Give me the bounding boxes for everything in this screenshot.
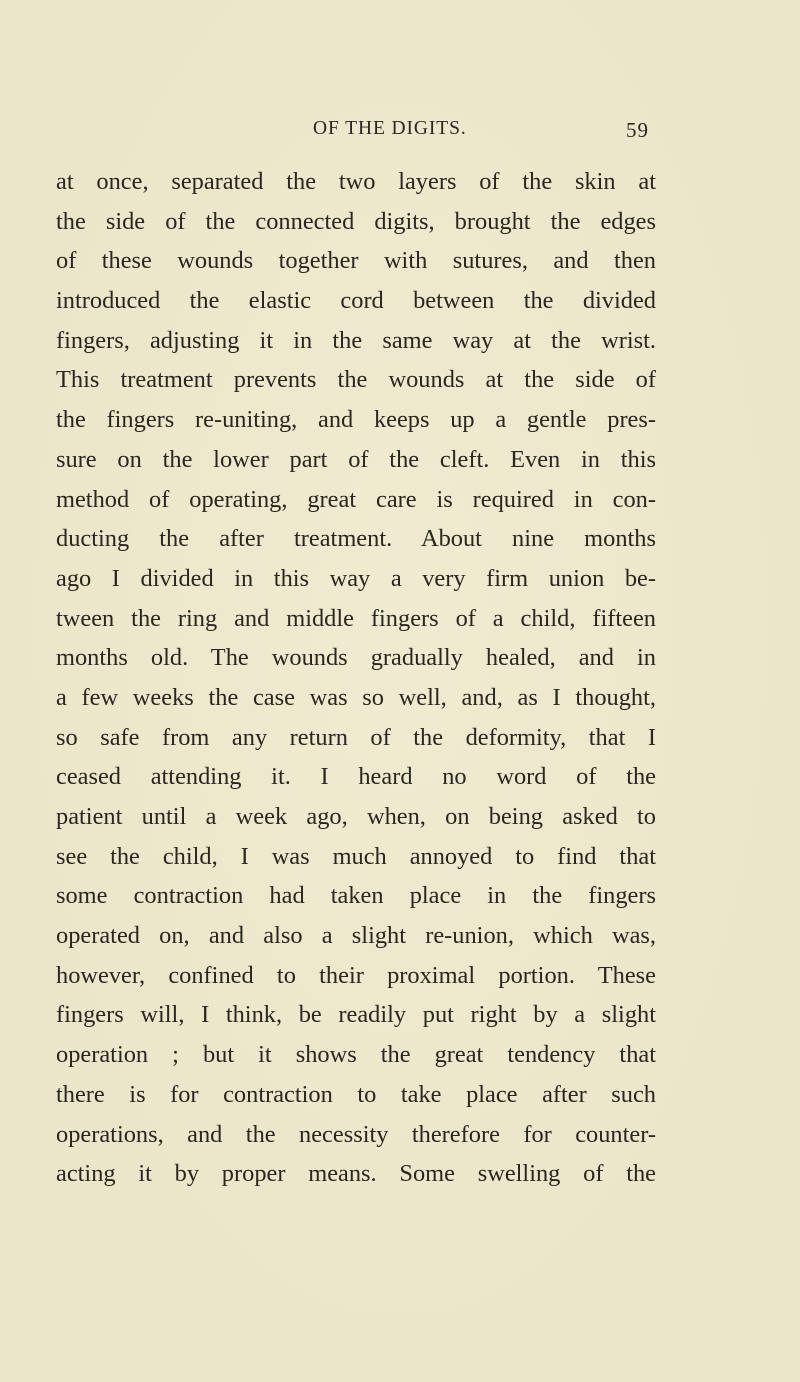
text-line: acting it by proper means. Some swelling of the [56, 1160, 656, 1188]
text-line: months old. The wounds gradually healed, and in [56, 644, 656, 672]
page-number: 59 [626, 118, 649, 142]
page-header [313, 118, 653, 144]
text-line: sure on the lower part of the cleft. Even in this [56, 445, 656, 473]
text-line: operation ; but it shows the great tendency that [56, 1041, 656, 1069]
text-line: introduced the elastic cord between the divided [56, 287, 656, 315]
text-line: method of operating, great care is required in con- [56, 485, 656, 513]
text-line: some contraction had taken place in the fingers [56, 882, 656, 910]
text-line: tween the ring and middle fingers of a child, fifteen [56, 604, 656, 632]
text-line: a few weeks the case was so well, and, as I thought, [56, 683, 656, 711]
text-line: fingers will, I think, be readily put right by a slight [56, 1001, 656, 1029]
text-line: fingers, adjusting it in the same way at the wrist. [56, 326, 656, 354]
text-line: there is for contraction to take place after such [56, 1080, 656, 1108]
text-line: patient until a week ago, when, on being asked to [56, 803, 656, 830]
text-line: at once, separated the two layers of the skin at [56, 168, 656, 195]
body-text [56, 162, 656, 1194]
text-line: however, confined to their proximal portion. These [56, 961, 656, 989]
running-title: OF THE DIGITS. [313, 118, 467, 139]
text-line: This treatment prevents the wounds at the side of [56, 366, 656, 394]
text-line: see the child, I was much annoyed to find that [56, 842, 656, 870]
text-line: ceased attending it. I heard no word of the [56, 763, 656, 791]
text-line: ducting the after treatment. About nine months [56, 525, 656, 553]
text-line: so safe from any return of the deformity, that I [56, 723, 656, 751]
text-line: operated on, and also a slight re-union, which was, [56, 922, 656, 950]
text-line: ago I divided in this way a very firm union be- [56, 564, 656, 592]
text-line: the fingers re-uniting, and keeps up a gentle pres- [56, 406, 656, 434]
text-line: the side of the connected digits, brought the edges [56, 207, 656, 235]
text-line: of these wounds together with sutures, and then [56, 247, 656, 275]
text-line: operations, and the necessity therefore for counter- [56, 1120, 656, 1148]
